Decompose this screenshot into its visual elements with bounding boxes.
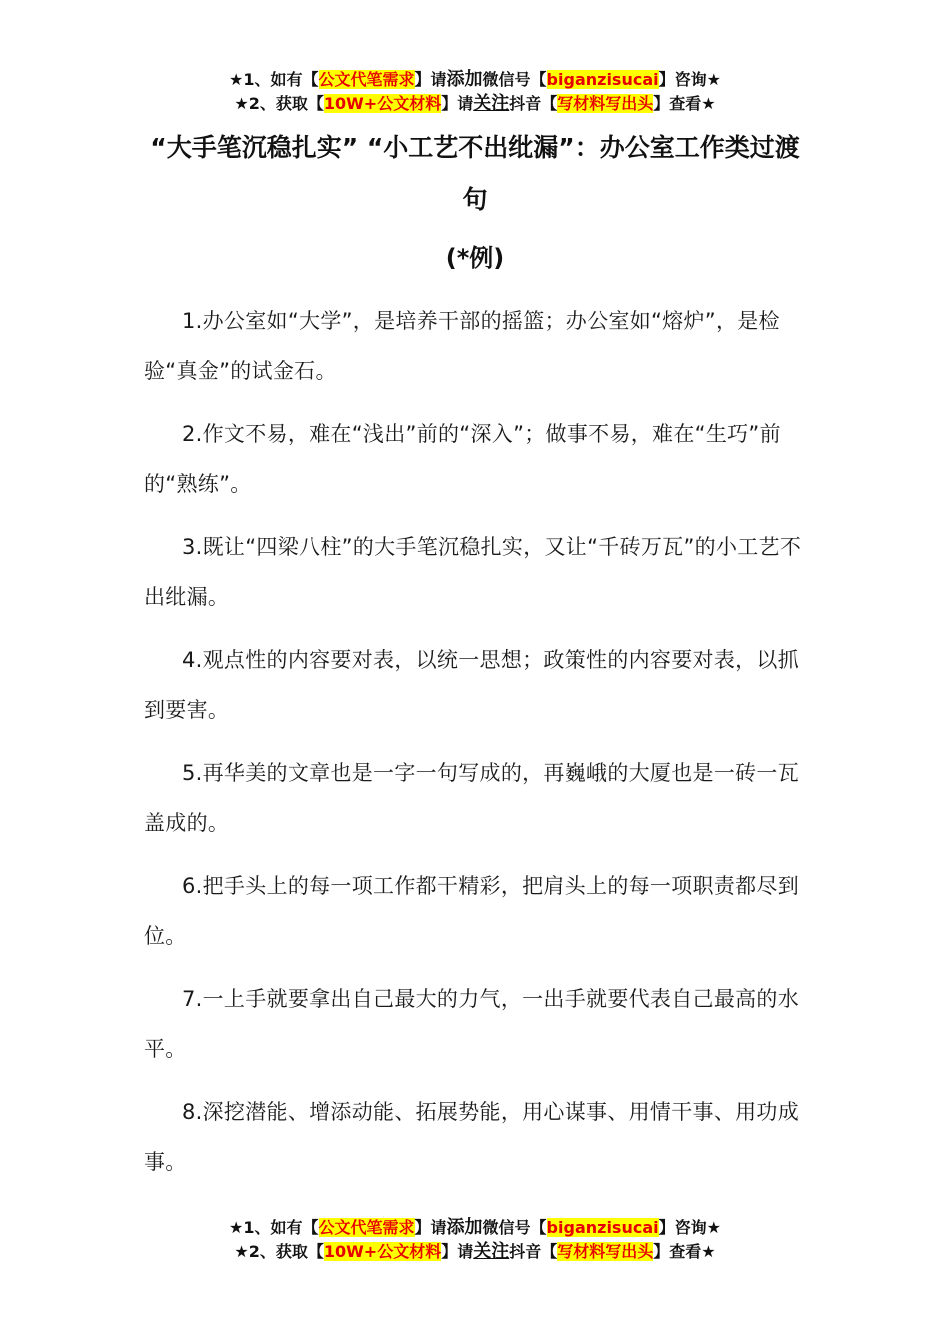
promo-header xyxy=(0,68,950,116)
promo-text: 抖音【 xyxy=(509,1242,558,1261)
star-icon: ★ xyxy=(229,70,244,89)
promo-highlight-douyin: 写材料写出头 xyxy=(557,1242,654,1261)
promo-text: 微信号【 xyxy=(482,1218,547,1237)
promo-line-2 xyxy=(0,92,950,116)
promo-text: 】请 xyxy=(441,94,474,113)
document-body xyxy=(144,296,812,1200)
promo-emphasis-add: 添加 xyxy=(446,69,483,90)
promo-footer xyxy=(0,1216,950,1264)
promo-highlight-wechat: biganzisucai xyxy=(546,70,659,89)
promo-text: 】咨询★ xyxy=(658,1218,721,1237)
promo-text: 2、获取【 xyxy=(248,1242,324,1261)
paragraph-7: 7.一上手就要拿出自己最大的力气，一出手就要代表自己最高的水平。 xyxy=(144,987,800,1061)
promo-text: 】请 xyxy=(414,1218,447,1237)
document-title: “大手笔沉稳扎实” “小工艺不出纰漏”：办公室工作类过渡句 xyxy=(150,133,800,214)
promo-text: 1、如有【 xyxy=(243,70,319,89)
promo-text: 】请 xyxy=(441,1242,474,1261)
promo-line-2 xyxy=(0,1240,950,1264)
promo-emphasis-follow: 关注 xyxy=(473,93,510,114)
promo-highlight-materials: 10W+公文材料 xyxy=(323,1242,442,1261)
paragraph-6: 6.把手头上的每一项工作都干精彩，把肩头上的每一项职责都尽到位。 xyxy=(144,874,800,948)
promo-emphasis-follow: 关注 xyxy=(473,1241,510,1262)
promo-highlight-wechat: biganzisucai xyxy=(546,1218,659,1237)
star-icon: ★ xyxy=(234,1242,249,1261)
promo-text: 】查看★ xyxy=(653,94,716,113)
promo-text: 1、如有【 xyxy=(243,1218,319,1237)
promo-highlight-service: 公文代笔需求 xyxy=(318,70,415,89)
paragraph-8: 8.深挖潜能、增添动能、拓展势能，用心谋事、用情干事、用功成事。 xyxy=(144,1100,800,1174)
paragraph-3: 3.既让“四梁八柱”的大手笔沉稳扎实，又让“千砖万瓦”的小工艺不出纰漏。 xyxy=(144,535,802,609)
promo-text: 】查看★ xyxy=(653,1242,716,1261)
star-icon: ★ xyxy=(234,94,249,113)
paragraph-5: 5.再华美的文章也是一字一句写成的，再巍峨的大厦也是一砖一瓦盖成的。 xyxy=(144,761,800,835)
promo-text: 微信号【 xyxy=(482,70,547,89)
promo-text: 】请 xyxy=(414,70,447,89)
promo-line-1 xyxy=(0,68,950,92)
promo-text: 2、获取【 xyxy=(248,94,324,113)
promo-highlight-materials: 10W+公文材料 xyxy=(323,94,442,113)
document-subtitle: (*例) xyxy=(445,244,505,272)
promo-text: 】咨询★ xyxy=(658,70,721,89)
paragraph-4: 4.观点性的内容要对表，以统一思想；政策性的内容要对表，以抓到要害。 xyxy=(144,648,800,722)
paragraph-1: 1.办公室如“大学”，是培养干部的摇篮；办公室如“熔炉”，是检验“真金”的试金石。 xyxy=(144,309,780,383)
paragraph-2: 2.作文不易，难在“浅出”前的“深入”；做事不易，难在“生巧”前的“熟练”。 xyxy=(144,422,781,496)
promo-highlight-service: 公文代笔需求 xyxy=(318,1218,415,1237)
promo-line-1 xyxy=(0,1216,950,1240)
star-icon: ★ xyxy=(229,1218,244,1237)
promo-text: 抖音【 xyxy=(509,94,558,113)
promo-emphasis-add: 添加 xyxy=(446,1217,483,1238)
promo-highlight-douyin: 写材料写出头 xyxy=(557,94,654,113)
